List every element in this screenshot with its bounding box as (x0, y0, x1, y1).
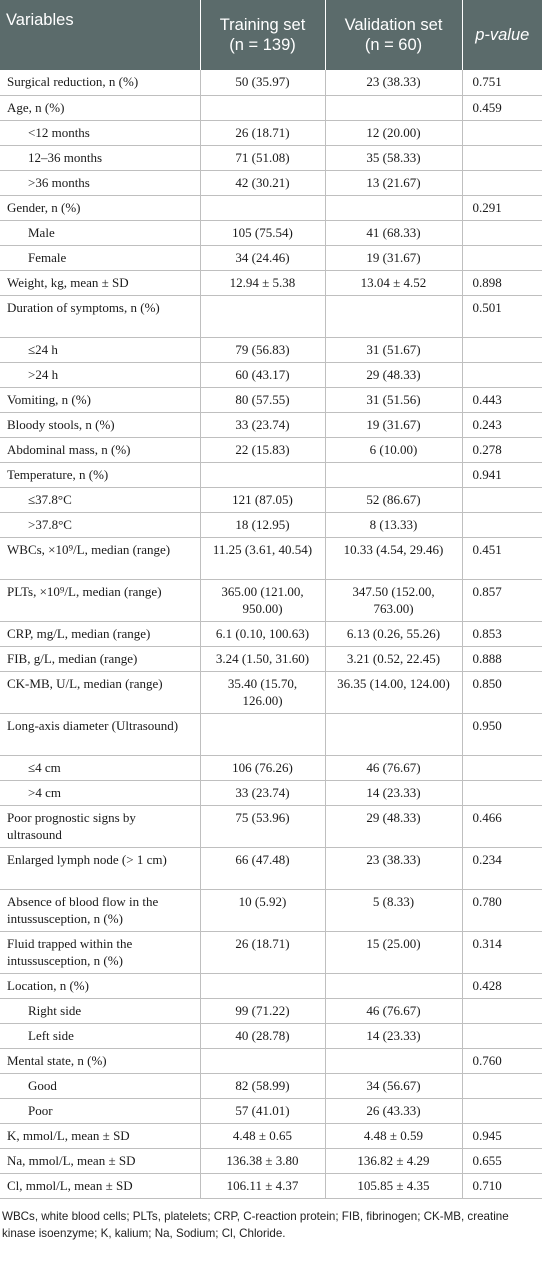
row-label: Long-axis diameter (Ultrasound) (0, 713, 200, 755)
validation-value: 105.85 ± 4.35 (325, 1173, 462, 1198)
training-value: 57 (41.01) (200, 1098, 325, 1123)
p-value (462, 1073, 542, 1098)
validation-value: 136.82 ± 4.29 (325, 1148, 462, 1173)
header-validation-set (325, 0, 462, 70)
training-value: 3.24 (1.50, 31.60) (200, 646, 325, 671)
table-row (0, 780, 542, 805)
p-value: 0.941 (462, 462, 542, 487)
table-row (0, 1023, 542, 1048)
p-value: 0.950 (462, 713, 542, 755)
validation-value: 6 (10.00) (325, 437, 462, 462)
training-value: 105 (75.54) (200, 220, 325, 245)
p-value (462, 512, 542, 537)
p-value: 0.780 (462, 889, 542, 931)
training-value: 4.48 ± 0.65 (200, 1123, 325, 1148)
row-label: ≤24 h (0, 337, 200, 362)
table-row (0, 462, 542, 487)
validation-value (325, 295, 462, 337)
table-row (0, 973, 542, 998)
validation-value (325, 195, 462, 220)
header-training-set (200, 0, 325, 70)
p-value: 0.850 (462, 671, 542, 713)
validation-value: 10.33 (4.54, 29.46) (325, 537, 462, 579)
p-value (462, 1023, 542, 1048)
row-label: >24 h (0, 362, 200, 387)
validation-value: 19 (31.67) (325, 412, 462, 437)
p-value: 0.655 (462, 1148, 542, 1173)
row-label: K, mmol/L, mean ± SD (0, 1123, 200, 1148)
validation-value: 13 (21.67) (325, 170, 462, 195)
training-value: 12.94 ± 5.38 (200, 270, 325, 295)
p-value: 0.853 (462, 621, 542, 646)
row-label: Fluid trapped within the intussusception, n (%) (0, 931, 200, 973)
training-value (200, 95, 325, 120)
table-row (0, 805, 542, 847)
validation-value: 52 (86.67) (325, 487, 462, 512)
validation-value: 23 (38.33) (325, 847, 462, 889)
row-label: Temperature, n (%) (0, 462, 200, 487)
training-value: 18 (12.95) (200, 512, 325, 537)
training-value: 365.00 (121.00, 950.00) (200, 579, 325, 621)
table-row (0, 437, 542, 462)
validation-value: 46 (76.67) (325, 998, 462, 1023)
validation-value: 15 (25.00) (325, 931, 462, 973)
table-row (0, 95, 542, 120)
p-value: 0.314 (462, 931, 542, 973)
validation-value (325, 973, 462, 998)
validation-value: 4.48 ± 0.59 (325, 1123, 462, 1148)
training-value: 33 (23.74) (200, 780, 325, 805)
row-label: Good (0, 1073, 200, 1098)
training-value: 75 (53.96) (200, 805, 325, 847)
training-value: 22 (15.83) (200, 437, 325, 462)
row-label: PLTs, ×10⁹/L, median (range) (0, 579, 200, 621)
validation-value: 5 (8.33) (325, 889, 462, 931)
row-label: Surgical reduction, n (%) (0, 70, 200, 95)
row-label: Age, n (%) (0, 95, 200, 120)
row-label: FIB, g/L, median (range) (0, 646, 200, 671)
row-label: Right side (0, 998, 200, 1023)
table-row (0, 713, 542, 755)
row-label: CK-MB, U/L, median (range) (0, 671, 200, 713)
p-value: 0.710 (462, 1173, 542, 1198)
table-row (0, 579, 542, 621)
p-value: 0.760 (462, 1048, 542, 1073)
row-label: >37.8°C (0, 512, 200, 537)
training-value: 34 (24.46) (200, 245, 325, 270)
validation-value: 12 (20.00) (325, 120, 462, 145)
row-label: Poor prognostic signs by ultrasound (0, 805, 200, 847)
training-value: 6.1 (0.10, 100.63) (200, 621, 325, 646)
p-value: 0.243 (462, 412, 542, 437)
table-row (0, 145, 542, 170)
training-value: 42 (30.21) (200, 170, 325, 195)
p-value: 0.428 (462, 973, 542, 998)
p-value: 0.451 (462, 537, 542, 579)
training-value (200, 713, 325, 755)
training-value: 40 (28.78) (200, 1023, 325, 1048)
row-label: Vomiting, n (%) (0, 387, 200, 412)
table-footnote: WBCs, white blood cells; PLTs, platelets; CRP, C-reaction protein; FIB, fibrinogen; CK-MB, creatine kinase isoenzyme; K, kalium; Na, Sodium; Cl, Chloride. (2, 1209, 509, 1240)
row-label: Abdominal mass, n (%) (0, 437, 200, 462)
training-value: 71 (51.08) (200, 145, 325, 170)
row-label: 12–36 months (0, 145, 200, 170)
row-label: Bloody stools, n (%) (0, 412, 200, 437)
row-label: CRP, mg/L, median (range) (0, 621, 200, 646)
training-value: 10 (5.92) (200, 889, 325, 931)
table-row (0, 337, 542, 362)
p-value: 0.501 (462, 295, 542, 337)
p-value (462, 487, 542, 512)
validation-value: 29 (48.33) (325, 805, 462, 847)
validation-value: 3.21 (0.52, 22.45) (325, 646, 462, 671)
table-row (0, 671, 542, 713)
training-value: 82 (58.99) (200, 1073, 325, 1098)
validation-value: 36.35 (14.00, 124.00) (325, 671, 462, 713)
training-value: 26 (18.71) (200, 120, 325, 145)
p-value (462, 780, 542, 805)
row-label: <12 months (0, 120, 200, 145)
training-value (200, 462, 325, 487)
table-row (0, 1123, 542, 1148)
row-label: >36 months (0, 170, 200, 195)
header-validation-n: (n = 60) (364, 36, 423, 54)
row-label: Absence of blood flow in the intussusception, n (%) (0, 889, 200, 931)
table-row (0, 120, 542, 145)
validation-value: 6.13 (0.26, 55.26) (325, 621, 462, 646)
training-value: 80 (57.55) (200, 387, 325, 412)
validation-value: 41 (68.33) (325, 220, 462, 245)
table-row (0, 412, 542, 437)
row-label: Duration of symptoms, n (%) (0, 295, 200, 337)
training-value: 106.11 ± 4.37 (200, 1173, 325, 1198)
p-value: 0.751 (462, 70, 542, 95)
table-header-row (0, 0, 542, 70)
p-value (462, 120, 542, 145)
validation-value: 13.04 ± 4.52 (325, 270, 462, 295)
validation-value: 14 (23.33) (325, 780, 462, 805)
row-label: Cl, mmol/L, mean ± SD (0, 1173, 200, 1198)
training-value: 35.40 (15.70, 126.00) (200, 671, 325, 713)
training-value: 99 (71.22) (200, 998, 325, 1023)
p-value (462, 998, 542, 1023)
training-value (200, 195, 325, 220)
training-value: 11.25 (3.61, 40.54) (200, 537, 325, 579)
table-row (0, 195, 542, 220)
table-row (0, 295, 542, 337)
p-value: 0.857 (462, 579, 542, 621)
table-row (0, 387, 542, 412)
table-row (0, 512, 542, 537)
validation-value: 35 (58.33) (325, 145, 462, 170)
p-value: 0.278 (462, 437, 542, 462)
p-value (462, 220, 542, 245)
table-row (0, 487, 542, 512)
row-label: Na, mmol/L, mean ± SD (0, 1148, 200, 1173)
header-variables: Variables (0, 0, 200, 70)
p-value: 0.898 (462, 270, 542, 295)
validation-value: 31 (51.56) (325, 387, 462, 412)
validation-value (325, 1048, 462, 1073)
table-row (0, 170, 542, 195)
p-value (462, 362, 542, 387)
table-row (0, 362, 542, 387)
row-label: Poor (0, 1098, 200, 1123)
validation-value: 14 (23.33) (325, 1023, 462, 1048)
table-row (0, 847, 542, 889)
header-training-n: (n = 139) (229, 36, 296, 54)
training-value: 50 (35.97) (200, 70, 325, 95)
row-label: Weight, kg, mean ± SD (0, 270, 200, 295)
training-value: 121 (87.05) (200, 487, 325, 512)
row-label: Left side (0, 1023, 200, 1048)
validation-value: 23 (38.33) (325, 70, 462, 95)
training-value: 33 (23.74) (200, 412, 325, 437)
row-label: ≤37.8°C (0, 487, 200, 512)
validation-value (325, 713, 462, 755)
p-value (462, 337, 542, 362)
validation-value: 29 (48.33) (325, 362, 462, 387)
p-value: 0.443 (462, 387, 542, 412)
p-value (462, 145, 542, 170)
p-value (462, 1098, 542, 1123)
row-label: Enlarged lymph node (> 1 cm) (0, 847, 200, 889)
row-label: >4 cm (0, 780, 200, 805)
p-value (462, 245, 542, 270)
table-body (0, 70, 542, 1198)
validation-value: 46 (76.67) (325, 755, 462, 780)
p-value: 0.459 (462, 95, 542, 120)
table-row (0, 70, 542, 95)
training-value: 79 (56.83) (200, 337, 325, 362)
validation-value: 26 (43.33) (325, 1098, 462, 1123)
row-label: Male (0, 220, 200, 245)
table-row (0, 220, 542, 245)
validation-value: 34 (56.67) (325, 1073, 462, 1098)
table-row (0, 537, 542, 579)
header-training-label: Training set (219, 16, 306, 34)
row-label: Gender, n (%) (0, 195, 200, 220)
table-row (0, 1073, 542, 1098)
p-value (462, 170, 542, 195)
p-value: 0.888 (462, 646, 542, 671)
row-label: WBCs, ×10⁹/L, median (range) (0, 537, 200, 579)
table-row (0, 1173, 542, 1198)
row-label: ≤4 cm (0, 755, 200, 780)
row-label: Female (0, 245, 200, 270)
p-value: 0.234 (462, 847, 542, 889)
header-validation-label: Validation set (344, 16, 443, 34)
training-value: 60 (43.17) (200, 362, 325, 387)
table-row (0, 998, 542, 1023)
training-value: 26 (18.71) (200, 931, 325, 973)
table-row (0, 621, 542, 646)
table-row (0, 1148, 542, 1173)
table-row (0, 646, 542, 671)
p-value: 0.291 (462, 195, 542, 220)
training-value (200, 1048, 325, 1073)
table-row (0, 1048, 542, 1073)
header-p-value: p-value (462, 0, 542, 70)
p-value: 0.466 (462, 805, 542, 847)
row-label: Mental state, n (%) (0, 1048, 200, 1073)
validation-value: 19 (31.67) (325, 245, 462, 270)
validation-value (325, 95, 462, 120)
validation-value (325, 462, 462, 487)
training-value (200, 973, 325, 998)
training-value (200, 295, 325, 337)
p-value (462, 755, 542, 780)
table-row (0, 755, 542, 780)
training-value: 136.38 ± 3.80 (200, 1148, 325, 1173)
validation-value: 347.50 (152.00, 763.00) (325, 579, 462, 621)
validation-value: 8 (13.33) (325, 512, 462, 537)
table-row (0, 931, 542, 973)
validation-value: 31 (51.67) (325, 337, 462, 362)
table-row (0, 889, 542, 931)
training-value: 106 (76.26) (200, 755, 325, 780)
training-value: 66 (47.48) (200, 847, 325, 889)
table-row (0, 1098, 542, 1123)
table-row (0, 245, 542, 270)
row-label: Location, n (%) (0, 973, 200, 998)
table-row (0, 270, 542, 295)
p-value: 0.945 (462, 1123, 542, 1148)
